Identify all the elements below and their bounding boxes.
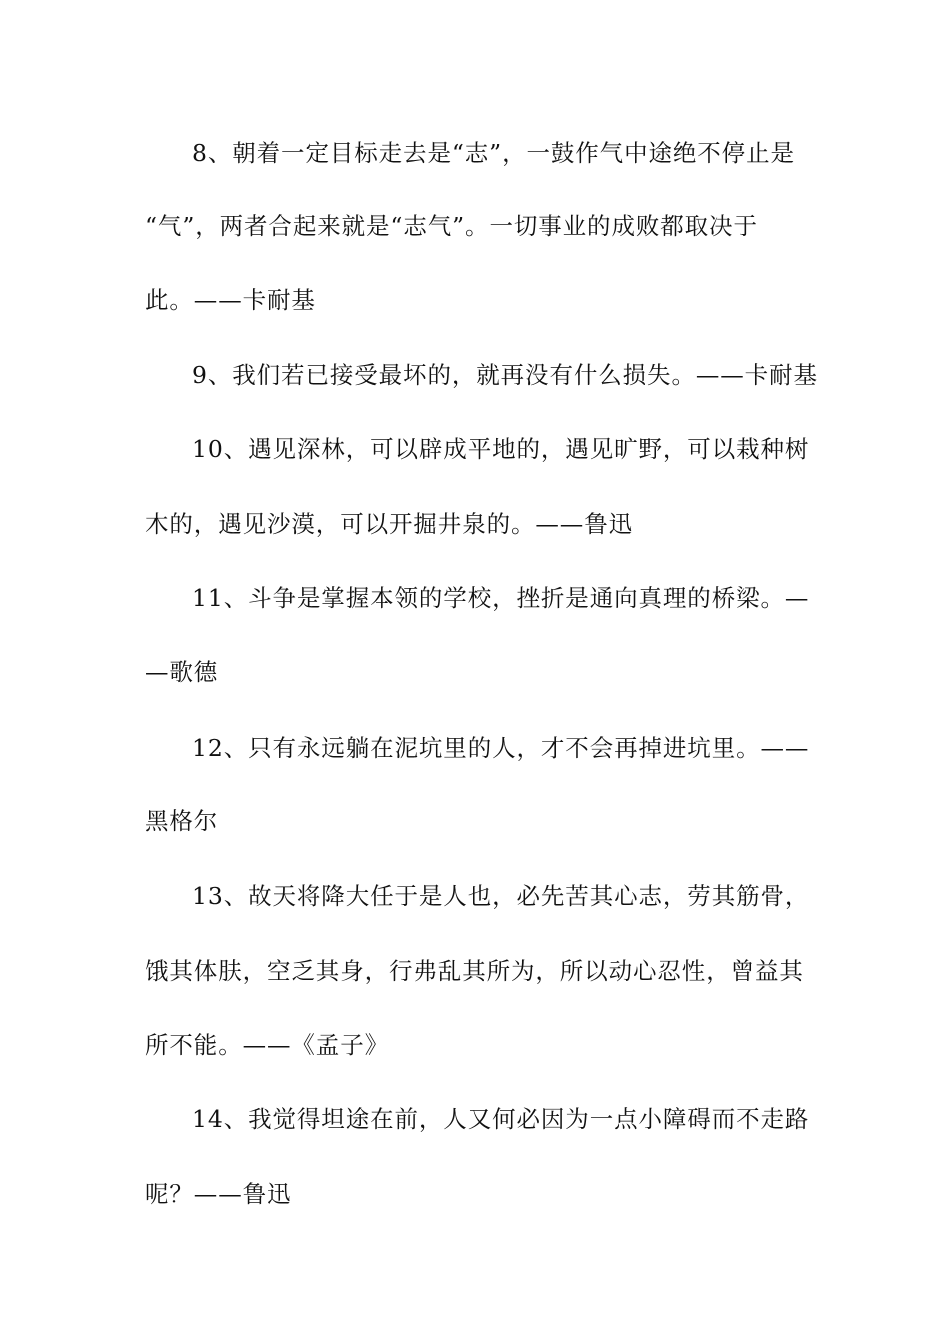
quote-9-line-1: 9、我们若已接受最坏的，就再没有什么损失。——卡耐基 bbox=[192, 361, 818, 389]
quote-8-line-1: 8、朝着一定目标走去是“志”，一鼓作气中途绝不停止是 bbox=[192, 139, 795, 167]
quote-14-line-2: 呢？——鲁迅 bbox=[145, 1180, 292, 1208]
quote-10-line-2: 木的，遇见沙漠，可以开掘井泉的。——鲁迅 bbox=[145, 510, 633, 538]
quote-10-line-1: 10、遇见深林，可以辟成平地的，遇见旷野，可以栽种树 bbox=[192, 435, 810, 463]
quote-11-line-1: 11、斗争是掌握本领的学校，挫折是通向真理的桥梁。— bbox=[192, 584, 810, 612]
quote-13-line-1: 13、故天将降大任于是人也，必先苦其心志，劳其筋骨， bbox=[192, 882, 810, 910]
quote-8-line-2: “气”，两者合起来就是“志气”。一切事业的成败都取决于 bbox=[145, 212, 758, 240]
quote-12-line-1: 12、只有永远躺在泥坑里的人，才不会再掉进坑里。—— bbox=[192, 734, 810, 762]
quote-11-line-2: —歌德 bbox=[145, 658, 219, 686]
quote-14-line-1: 14、我觉得坦途在前，人又何必因为一点小障碍而不走路 bbox=[192, 1105, 810, 1133]
quote-13-line-2: 饿其体肤，空乏其身，行弗乱其所为，所以动心忍性，曾益其 bbox=[145, 957, 804, 985]
quote-8-line-3: 此。——卡耐基 bbox=[145, 286, 316, 314]
quote-12-line-2: 黑格尔 bbox=[145, 807, 219, 835]
quote-13-line-3: 所不能。——《孟子》 bbox=[145, 1031, 389, 1059]
